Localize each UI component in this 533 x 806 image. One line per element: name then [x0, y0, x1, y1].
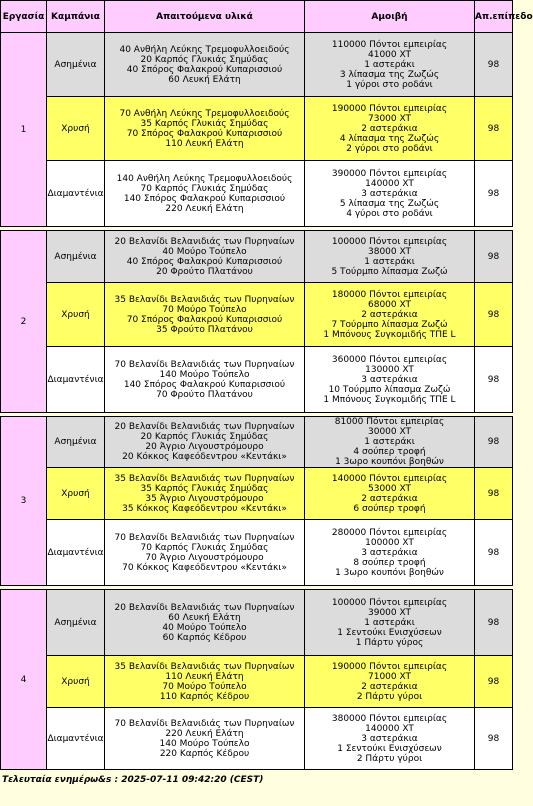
reward-line: 3 αστεράκια	[361, 188, 418, 199]
required-level: 98	[475, 590, 513, 656]
reward-line: 390000 Πόντοι εμπειρίας	[331, 168, 448, 179]
reward-line: 3 αστεράκια	[361, 733, 418, 744]
material-line: 70 Μούρο Τούπελο	[162, 681, 247, 692]
reward-line: 1 αστεράκι	[364, 437, 415, 447]
reward-line: 1 αστεράκι	[364, 256, 415, 267]
reward-line: 39000 XT	[368, 607, 411, 618]
reward-line: 81000 Πόντοι εμπειρίας	[334, 417, 445, 427]
material-line: 70 Ανθήλη Λεύκης Τρεμοφυλλοειδούς	[119, 108, 290, 119]
material-line: 220 Καρπός Κέδρου	[159, 748, 250, 759]
material-line: 110 Καρπός Κέδρου	[159, 691, 250, 702]
material-line: 40 Σπόρος Φαλακρού Κυπαρισσιού	[126, 256, 283, 267]
material-line: 35 Βελανίδι Βελανιδιάς των Πυρηναίων	[114, 294, 295, 305]
table-row	[1, 708, 513, 770]
material-line: 70 Κόκκος Καφεόδεντρου «Κεντάκι»	[122, 562, 287, 573]
required-level: 98	[475, 283, 513, 347]
campaign-name: Χρυσή	[47, 97, 105, 161]
material-line: 140 Μούρο Τούπελο	[159, 369, 250, 380]
campaign-name: Ασημένια	[47, 33, 105, 97]
materials-cell	[105, 590, 305, 656]
material-line: 35 Άγριο Λιγουστρόμουρο	[145, 493, 264, 504]
campaign-name: Χρυσή	[47, 468, 105, 520]
material-line: 20 Βελανίδι Βελανιδιάς των Πυρηναίων	[114, 602, 295, 613]
material-line: 20 Βελανίδι Βελανιδιάς των Πυρηναίων	[114, 422, 295, 432]
header-level: Απ.επίπεδο	[475, 1, 513, 33]
reward-line: 2 Πάρτυ γύροι	[356, 753, 423, 764]
table-row	[1, 161, 513, 227]
reward-line: 2 Πάρτυ γύροι	[356, 691, 423, 702]
table-row	[1, 33, 513, 97]
task-number: 3	[1, 417, 47, 586]
table-row	[1, 656, 513, 708]
reward-line: 1 Σεντούκι Ενισχύσεων	[337, 627, 442, 638]
reward-cell	[305, 283, 475, 347]
required-level: 98	[475, 347, 513, 413]
material-line: 70 Φρούτο Πλατάνου	[156, 389, 253, 400]
reward-line: 1 Πάρτυ γύρος	[355, 637, 424, 648]
reward-line: 2 αστεράκια	[361, 123, 418, 134]
reward-line: 30000 XT	[368, 427, 411, 437]
material-line: 70 Σπόρος Φαλακρού Κυπαρισσιού	[126, 128, 283, 139]
material-line: 140 Σπόρος Φαλακρού Κυπαρισσιού	[123, 379, 286, 390]
material-line: 20 Κόκκος Καφεόδεντρου «Κεντάκι»	[122, 452, 287, 462]
reward-line: 110000 Πόντοι εμπειρίας	[331, 39, 448, 50]
required-level: 98	[475, 656, 513, 708]
reward-cell	[305, 97, 475, 161]
materials-cell	[105, 161, 305, 227]
reward-cell	[305, 231, 475, 283]
reward-line: 73000 XT	[368, 113, 411, 124]
material-line: 40 Μούρο Τούπελο	[162, 622, 247, 633]
reward-line: 8 σούπερ τροφή	[353, 557, 426, 568]
tasks-body	[1, 33, 513, 770]
reward-line: 1 αστεράκι	[364, 617, 415, 628]
material-line: 20 Καρπός Γλυκιάς Σημύδας	[140, 54, 269, 65]
material-line: 40 Ανθήλη Λεύκης Τρεμοφυλλοειδούς	[119, 44, 290, 55]
material-line: 20 Άγριο Λιγουστρόμουρο	[145, 442, 264, 452]
table-row	[1, 590, 513, 656]
campaign-name: Διαμαντένια	[47, 347, 105, 413]
material-line: 220 Λευκή Ελάτη	[165, 728, 244, 739]
reward-cell	[305, 161, 475, 227]
reward-cell	[305, 33, 475, 97]
header-reward: Αμοιβή	[305, 1, 475, 33]
reward-line: 1 γύροι στο ροδάνι	[346, 79, 433, 90]
reward-line: 41000 XT	[368, 49, 411, 60]
material-line: 110 Λευκή Ελάτη	[165, 671, 244, 682]
header-materials: Απαιτούμενα υλικά	[105, 1, 305, 33]
reward-line: 180000 Πόντοι εμπειρίας	[331, 289, 448, 300]
material-line: 70 Βελανίδι Βελανιδιάς των Πυρηναίων	[114, 532, 295, 543]
reward-line: 38000 XT	[368, 246, 411, 257]
campaign-name: Χρυσή	[47, 283, 105, 347]
required-level: 98	[475, 231, 513, 283]
reward-line: 190000 Πόντοι εμπειρίας	[331, 661, 448, 672]
reward-line: 3 λίπασμα της Ζωζώς	[339, 69, 440, 80]
material-line: 20 Φρούτο Πλατάνου	[156, 266, 253, 277]
reward-line: 140000 XT	[365, 178, 414, 189]
reward-line: 4 σούπερ τροφή	[353, 447, 426, 457]
table-row	[1, 97, 513, 161]
task-number: 2	[1, 231, 47, 413]
material-line: 40 Σπόρος Φαλακρού Κυπαρισσιού	[126, 64, 283, 75]
materials-cell	[105, 708, 305, 770]
task-number: 4	[1, 590, 47, 770]
reward-line: 3 αστεράκια	[361, 374, 418, 385]
material-line: 70 Σπόρος Φαλακρού Κυπαρισσιού	[126, 314, 283, 325]
reward-line: 10 Τούρμπο λίπασμα Ζωζώ	[328, 384, 451, 395]
material-line: 70 Βελανίδι Βελανιδιάς των Πυρηναίων	[114, 359, 295, 370]
reward-cell	[305, 708, 475, 770]
table-row	[1, 520, 513, 586]
materials-cell	[105, 97, 305, 161]
campaign-name: Διαμαντένια	[47, 520, 105, 586]
material-line: 60 Λευκή Ελάτη	[168, 74, 241, 85]
material-line: 35 Καρπός Γλυκιάς Σημύδας	[140, 118, 269, 129]
material-line: 35 Βελανίδι Βελανιδιάς των Πυρηναίων	[114, 473, 295, 484]
campaign-name: Ασημένια	[47, 590, 105, 656]
campaign-name: Διαμαντένια	[47, 708, 105, 770]
reward-line: 1 Σεντούκι Ενισχύσεων	[337, 743, 442, 754]
required-level: 98	[475, 33, 513, 97]
material-line: 70 Μούρο Τούπελο	[162, 304, 247, 315]
reward-line: 4 λίπασμα της Ζωζώς	[339, 133, 440, 144]
materials-cell	[105, 347, 305, 413]
table-row	[1, 231, 513, 283]
last-update: Τελευταία ενημέρω&s : 2025-07-11 09:42:20 (CEST)	[2, 775, 264, 785]
reward-line: 71000 XT	[368, 671, 411, 682]
reward-cell	[305, 347, 475, 413]
material-line: 110 Λευκή Ελάτη	[165, 138, 244, 149]
materials-cell	[105, 33, 305, 97]
material-line: 20 Βελανίδι Βελανιδιάς των Πυρηναίων	[114, 236, 295, 247]
campaign-name: Ασημένια	[47, 231, 105, 283]
reward-line: 68000 XT	[368, 299, 411, 310]
reward-line: 190000 Πόντοι εμπειρίας	[331, 103, 448, 114]
required-level: 98	[475, 161, 513, 227]
table-row	[1, 417, 513, 468]
material-line: 70 Άγριο Λιγουστρόμουρο	[145, 552, 264, 563]
table-row	[1, 283, 513, 347]
material-line: 35 Βελανίδι Βελανιδιάς των Πυρηναίων	[114, 661, 295, 672]
material-line: 140 Ανθήλη Λεύκης Τρεμοφυλλοειδούς	[116, 173, 293, 184]
header-campaign: Καμπάνια	[47, 1, 105, 33]
material-line: 220 Λευκή Ελάτη	[165, 203, 244, 214]
materials-cell	[105, 468, 305, 520]
material-line: 60 Καρπός Κέδρου	[162, 632, 247, 643]
task-number: 1	[1, 33, 47, 227]
reward-line: 280000 Πόντοι εμπειρίας	[331, 527, 448, 538]
header-row	[1, 1, 513, 33]
material-line: 35 Φρούτο Πλατάνου	[156, 324, 253, 335]
table-row	[1, 347, 513, 413]
reward-line: 1 3ωρο κουπόνι βοηθών	[335, 457, 444, 467]
reward-line: 2 αστεράκια	[361, 309, 418, 320]
reward-line: 6 σούπερ τροφή	[353, 503, 426, 514]
reward-line: 1 αστεράκι	[364, 59, 415, 70]
required-level: 98	[475, 417, 513, 468]
reward-cell	[305, 417, 475, 468]
reward-line: 5 λίπασμα της Ζωζώς	[339, 198, 440, 209]
reward-line: 360000 Πόντοι εμπειρίας	[331, 354, 448, 365]
materials-cell	[105, 656, 305, 708]
reward-line: 380000 Πόντοι εμπειρίας	[331, 713, 448, 724]
required-level: 98	[475, 708, 513, 770]
reward-line: 53000 XT	[368, 483, 411, 494]
material-line: 35 Καρπός Γλυκιάς Σημύδας	[140, 483, 269, 494]
campaign-name: Χρυσή	[47, 656, 105, 708]
reward-line: 7 Τούρμπο λίπασμα Ζωζώ	[331, 319, 448, 330]
campaign-name: Διαμαντένια	[47, 161, 105, 227]
reward-line: 100000 Πόντοι εμπειρίας	[331, 236, 448, 247]
reward-line: 2 γύροι στο ροδάνι	[346, 143, 433, 154]
material-line: 20 Καρπός Γλυκιάς Σημύδας	[140, 432, 269, 442]
reward-line: 140000 XT	[365, 723, 414, 734]
reward-line: 2 αστεράκια	[361, 493, 418, 504]
reward-line: 3 αστεράκια	[361, 547, 418, 558]
required-level: 98	[475, 468, 513, 520]
material-line: 70 Καρπός Γλυκιάς Σημύδας	[140, 183, 269, 194]
reward-line: 130000 XT	[365, 364, 414, 375]
material-line: 60 Λευκή Ελάτη	[168, 612, 241, 623]
reward-line: 100000 XT	[365, 537, 414, 548]
required-level: 98	[475, 97, 513, 161]
materials-cell	[105, 417, 305, 468]
reward-line: 1 Μπόνους Συγκομιδής ΤΠΕ L	[323, 394, 456, 405]
material-line: 70 Βελανίδι Βελανιδιάς των Πυρηναίων	[114, 718, 295, 729]
reward-cell	[305, 520, 475, 586]
reward-cell	[305, 468, 475, 520]
materials-cell	[105, 520, 305, 586]
material-line: 140 Μούρο Τούπελο	[159, 738, 250, 749]
reward-line: 2 αστεράκια	[361, 681, 418, 692]
materials-cell	[105, 283, 305, 347]
material-line: 70 Καρπός Γλυκιάς Σημύδας	[140, 542, 269, 553]
material-line: 35 Κόκκος Καφεόδεντρου «Κεντάκι»	[122, 503, 287, 514]
material-line: 40 Μούρο Τούπελο	[162, 246, 247, 257]
materials-cell	[105, 231, 305, 283]
reward-cell	[305, 656, 475, 708]
required-level: 98	[475, 520, 513, 586]
reward-line: 5 Τούρμπο λίπασμα Ζωζώ	[331, 266, 448, 277]
reward-line: 4 γύροι στο ροδάνι	[346, 208, 433, 219]
reward-line: 1 3ωρο κουπόνι βοηθών	[335, 567, 444, 578]
reward-line: 100000 Πόντοι εμπειρίας	[331, 597, 448, 608]
reward-line: 1 Μπόνους Συγκομιδής ΤΠΕ L	[323, 329, 456, 340]
reward-line: 140000 Πόντοι εμπειρίας	[331, 473, 448, 484]
header-task: Εργασία	[1, 1, 47, 33]
material-line: 140 Σπόρος Φαλακρού Κυπαρισσιού	[123, 193, 286, 204]
reward-cell	[305, 590, 475, 656]
table-row	[1, 468, 513, 520]
campaign-name: Ασημένια	[47, 417, 105, 468]
